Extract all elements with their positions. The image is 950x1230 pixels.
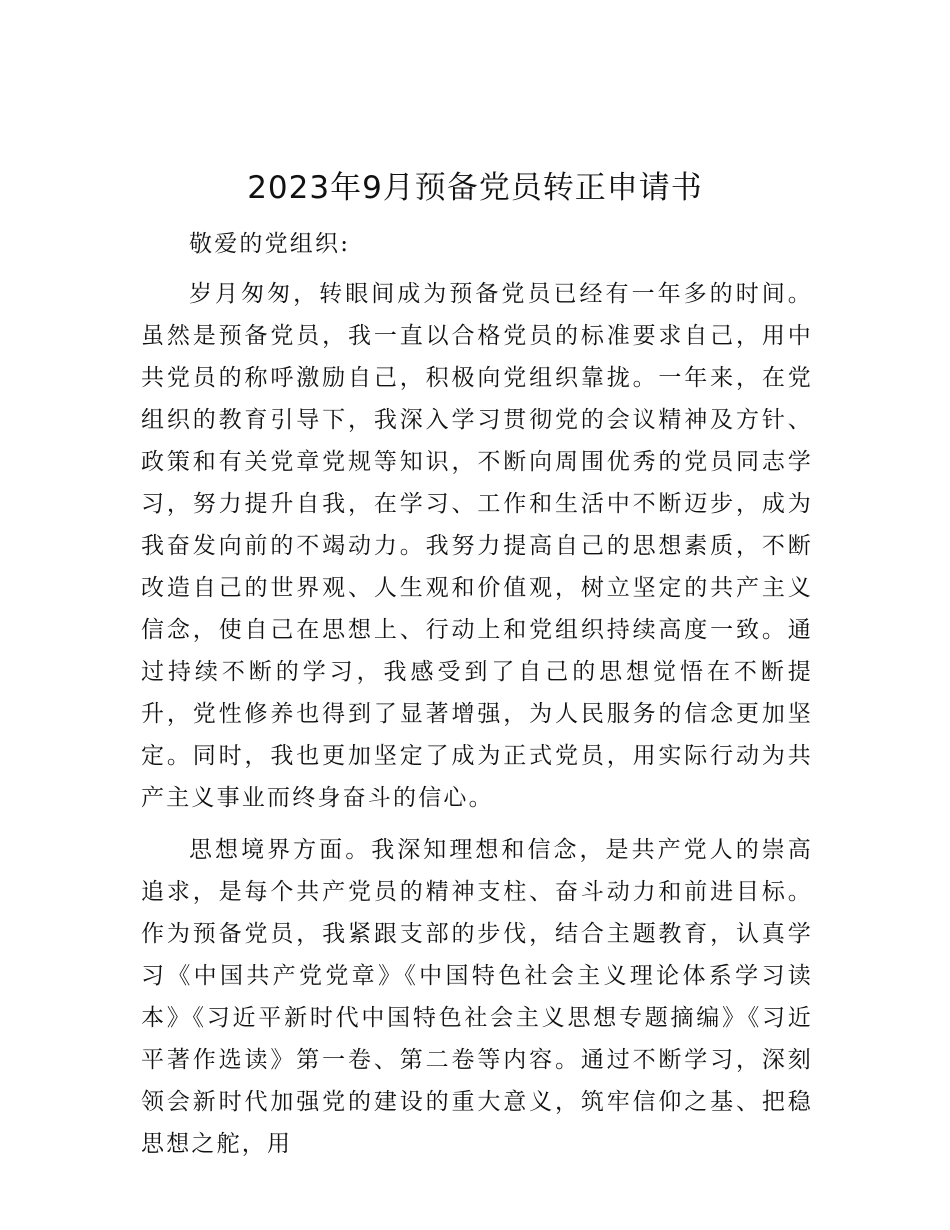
document-title: 2023年9月预备党员转正申请书 — [247, 170, 703, 206]
paragraph-1: 岁月匆匆，转眼间成为预备党员已经有一年多的时间。虽然是预备党员，我一直以合格党员的标准要求自己，用中共党员的称呼激励自己，积极向党组织靠拢。一年来，在党组织的教育引导下，我深入学习贯彻党的会议精神及方针、政策和有关党章党规等知识，不断向周围优秀的党员同志学习，努力提升自我，在学习、工作和生活中不断迈步，成为我奋发向前的不竭动力。我努力提高自己的思想素质，不断改造自己的世界观、人生观和价值观，树立坚定的共产主义信念，使自己在思想上、行动上和党组织持续高度一致。通过持续不断的学习，我感受到了自己的思想觉悟在不断提升，党性修养也得到了显著增强，为人民服务的信念更加坚定。同时，我也更加坚定了成为正式党员，用实际行动为共产主义事业而终身奋斗的信心。 — [141, 281, 813, 811]
document-body — [141, 223, 813, 1165]
salutation: 敬爱的党组织: — [189, 231, 351, 257]
paragraph-2: 思想境界方面。我深知理想和信念，是共产党人的崇高追求，是每个共产党员的精神支柱、奋斗动力和前进目标。作为预备党员，我紧跟支部的步伐，结合主题教育，认真学习《中国共产党党章》《中国特色社会主义理论体系学习读本》《习近平新时代中国特色社会主义思想专题摘编》《习近平著作选读》第一卷、第二卷等内容。通过不断学习，深刻领会新时代加强党的建设的重大意义，筑牢信仰之基、把稳思想之舵，用 — [141, 837, 813, 1157]
